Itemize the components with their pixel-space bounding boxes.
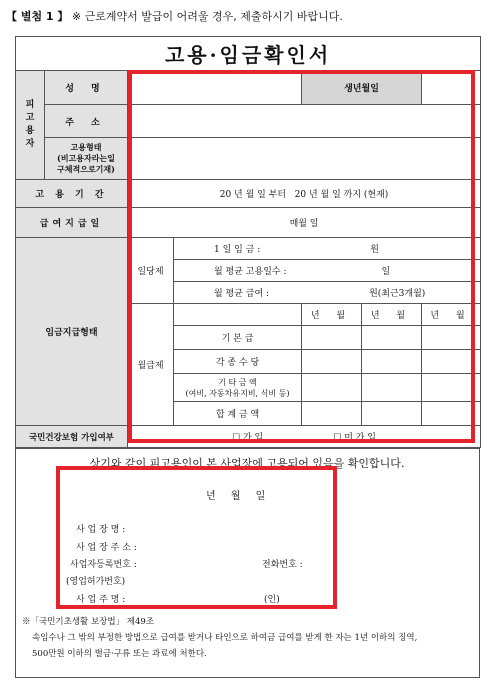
business-permit-label: (영업허가번호) bbox=[66, 577, 126, 587]
registration-number-label: 사업자등록번호 : bbox=[70, 560, 137, 570]
payday-label: 급여지급일 bbox=[16, 208, 128, 238]
birthdate-label: 생년월일 bbox=[302, 71, 422, 105]
confirmation-statement: 상기와 같이 피고용인이 본 사업장에 고용되어 있음을 확인합니다. bbox=[89, 457, 405, 470]
attachment-note bbox=[6, 8, 343, 24]
month-header-3: 년 월 bbox=[422, 304, 481, 326]
monthly-wage-label: 월급제 bbox=[128, 304, 174, 426]
month-header-2: 년 월 bbox=[362, 304, 422, 326]
highlight-box-employee-info bbox=[128, 70, 475, 443]
highlight-box-employer-info bbox=[56, 466, 337, 609]
seal-mark: (인) bbox=[264, 595, 280, 605]
attachment-tag: 【 별첨 1 】 bbox=[6, 10, 69, 23]
address-label: 주 소 bbox=[45, 105, 128, 138]
company-address-label: 사 업 장 주 소 : bbox=[76, 543, 137, 553]
wage-type-label: 임금지급형태 bbox=[16, 238, 128, 426]
attachment-instruction: ※ 근로계약서 발급이 어려울 경우, 제출하시기 바랍니다. bbox=[71, 10, 343, 23]
phone-label: 전화번호 : bbox=[262, 560, 303, 570]
payday-field[interactable]: 매월 일 bbox=[128, 208, 481, 238]
daily-wage-label: 일당제 bbox=[128, 238, 174, 304]
other-amount-label: 기 타 금 액 (여비, 자동차유지비, 식비 등) bbox=[174, 374, 302, 402]
average-pay-row-label: 월 평균 급여 : bbox=[214, 289, 270, 299]
allowance-label: 각 종 수 당 bbox=[174, 350, 302, 374]
law-reference: ※「국민기초생활 보장법」 제49조 bbox=[22, 617, 155, 627]
legal-footer bbox=[22, 614, 477, 662]
work-days-row-label: 월 평균 고용일수 : bbox=[214, 267, 287, 277]
daily-wage-row-unit: 원 bbox=[370, 245, 379, 255]
employee-group-label: 피 고 용 자 bbox=[16, 71, 45, 180]
owner-name-label: 사 업 주 명 : bbox=[76, 595, 126, 605]
penalty-line-1: 속임수나 그 밖의 부정한 방법으로 급여를 받거나 타인으로 하여금 급여를 받게 한 자는 1년 이하의 징역, bbox=[32, 633, 418, 643]
insurance-enrolled-checkbox[interactable]: ☐ 가 입 bbox=[232, 433, 264, 443]
form-title: 고용·임금확인서 bbox=[16, 37, 481, 71]
average-pay-row-unit: 원(최근3개월) bbox=[369, 289, 426, 299]
total-amount-label: 합 계 금 액 bbox=[174, 402, 302, 426]
daily-wage-row-label: 1 일 임 금 : bbox=[214, 245, 261, 255]
month-header-1: 년 월 bbox=[302, 304, 362, 326]
base-pay-label: 기 본 급 bbox=[174, 326, 302, 350]
penalty-line-2: 500만원 이하의 벌금·구류 또는 과료에 처한다. bbox=[32, 649, 207, 659]
employment-type-label: 고용형태 (비고용자라는일 구체적으로기재) bbox=[45, 138, 128, 180]
company-name-label: 사 업 장 명 : bbox=[76, 525, 126, 535]
insurance-not-enrolled-checkbox[interactable]: ☐ 미 가 입 bbox=[333, 433, 376, 443]
period-label: 고 용 기 간 bbox=[16, 180, 128, 208]
work-days-row-unit: 일 bbox=[381, 267, 391, 277]
insurance-label: 국민건강보험 가입여부 bbox=[16, 426, 128, 448]
confirmation-date[interactable]: 년 월 일 bbox=[206, 491, 272, 502]
name-label: 성 명 bbox=[45, 71, 128, 105]
period-field[interactable]: 20 년 월 일 부터 20 년 월 일 까지 (현재) bbox=[128, 180, 481, 208]
